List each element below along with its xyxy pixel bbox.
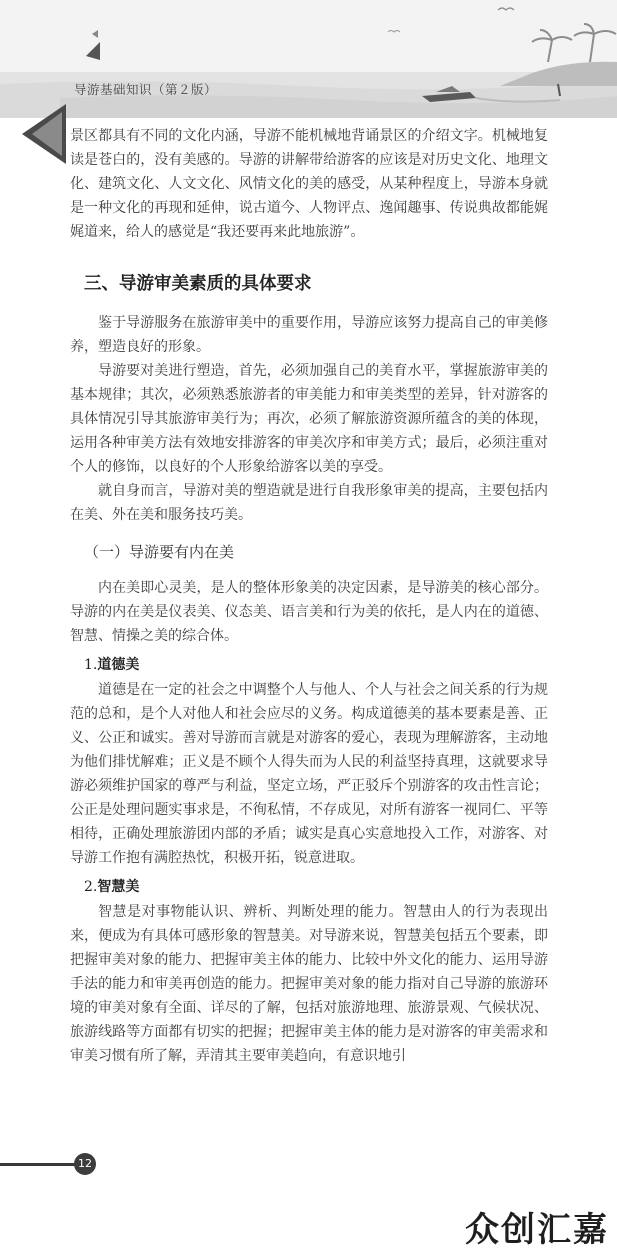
section-heading: 三、导游审美素质的具体要求	[84, 274, 312, 294]
page-corner-triangle-icon	[22, 104, 66, 164]
item-number: 2.	[84, 879, 98, 895]
body-paragraph: 鉴于导游服务在旅游审美中的重要作用，导游应该努力提高自己的审美修养，塑造良好的形象。	[70, 315, 548, 355]
footer-rule	[0, 1163, 78, 1166]
item-title: 道德美	[97, 657, 140, 673]
book-title: 导游基础知识（第２版）	[74, 82, 218, 97]
page-number: 12	[74, 1153, 96, 1175]
item-heading-wisdom-beauty	[84, 876, 548, 896]
body-paragraph: 智慧是对事物能认识、辨析、判断处理的能力。智慧由人的行为表现出来，便成为有具体可感形象的智慧美。对导游来说，智慧美包括五个要素，即把握审美对象的能力、把握审美主体的能力、比较中外文化的能力、运用导游手法的能力和审美再创造的能力。把握审美对象的能力指对自己导游的旅游环境的审美对象有全面、详尽的了解，包括对旅游地理、旅游景观、气候状况、旅游线路等方面都有切实的把握；把握审美主体的能力是对游客的审美需求和审美习惯有所了解，弄清其主要审美趋向，有意识地引	[70, 904, 548, 1064]
body-paragraph: 道德是在一定的社会之中调整个人与他人、个人与社会之间关系的行为规范的总和，是个人对他人和社会应尽的义务。构成道德美的基本要素是善、正义、公正和诚实。善对导游而言就是对游客的爱心，表现为理解游客，主动地为他们排忧解难；正义是不顾个人得失而为人民的利益坚持真理，这就要求导游必须维护国家的尊严与利益，坚定立场，严正驳斥个别游客的攻击性言论；公正是处理问题实事求是，不徇私情，不存成见，对所有游客一视同仁、平等相待，正确处理旅游团内部的矛盾；诚实是真心实意地投入工作，对游客、对导游工作抱有满腔热忱，积极开拓，锐意进取。	[70, 682, 548, 866]
continued-paragraph: 景区都具有不同的文化内涵，导游不能机械地背诵景区的介绍文字。机械地复读是苍白的，没有美感的。导游的讲解带给游客的应该是对历史文化、地理文化、建筑文化、人文文化、风情文化的美的感受，从某种程度上，导游本身就是一种文化的再现和延伸，说古道今、人物评点、逸闻趣事、传说典故都能娓娓道来，给人的感觉是“我还要再来此地旅游”。	[70, 128, 548, 240]
item-heading-moral-beauty	[84, 654, 548, 674]
subsection-heading: （一）导游要有内在美	[84, 543, 235, 561]
item-title: 智慧美	[97, 879, 140, 895]
body-paragraph: 导游要对美进行塑造，首先，必须加强自己的美育水平，掌握旅游审美的基本规律；其次，必须熟悉旅游者的审美能力和审美类型的差异，针对游客的具体情况引导其旅游审美行为；再次，必须了解旅游资源所蕴含的美的体现，运用各种审美方法有效地安排游客的审美次序和审美方式；最后，必须注重对个人的修饰，以良好的个人形象给游客以美的享受。	[70, 363, 548, 475]
body-paragraph: 就自身而言，导游对美的塑造就是进行自我形象审美的提高，主要包括内在美、外在美和服务技巧美。	[70, 483, 548, 523]
seaside-banner-illustration	[0, 0, 617, 118]
page-content	[70, 124, 548, 1068]
page-header-banner	[0, 0, 617, 118]
watermark-logo: 众创汇嘉	[465, 1210, 609, 1250]
item-number: 1.	[84, 657, 98, 673]
body-paragraph: 内在美即心灵美，是人的整体形象美的决定因素，是导游美的核心部分。导游的内在美是仪表美、仪态美、语言美和行为美的依托，是人内在的道德、智慧、情操之美的综合体。	[70, 580, 548, 644]
